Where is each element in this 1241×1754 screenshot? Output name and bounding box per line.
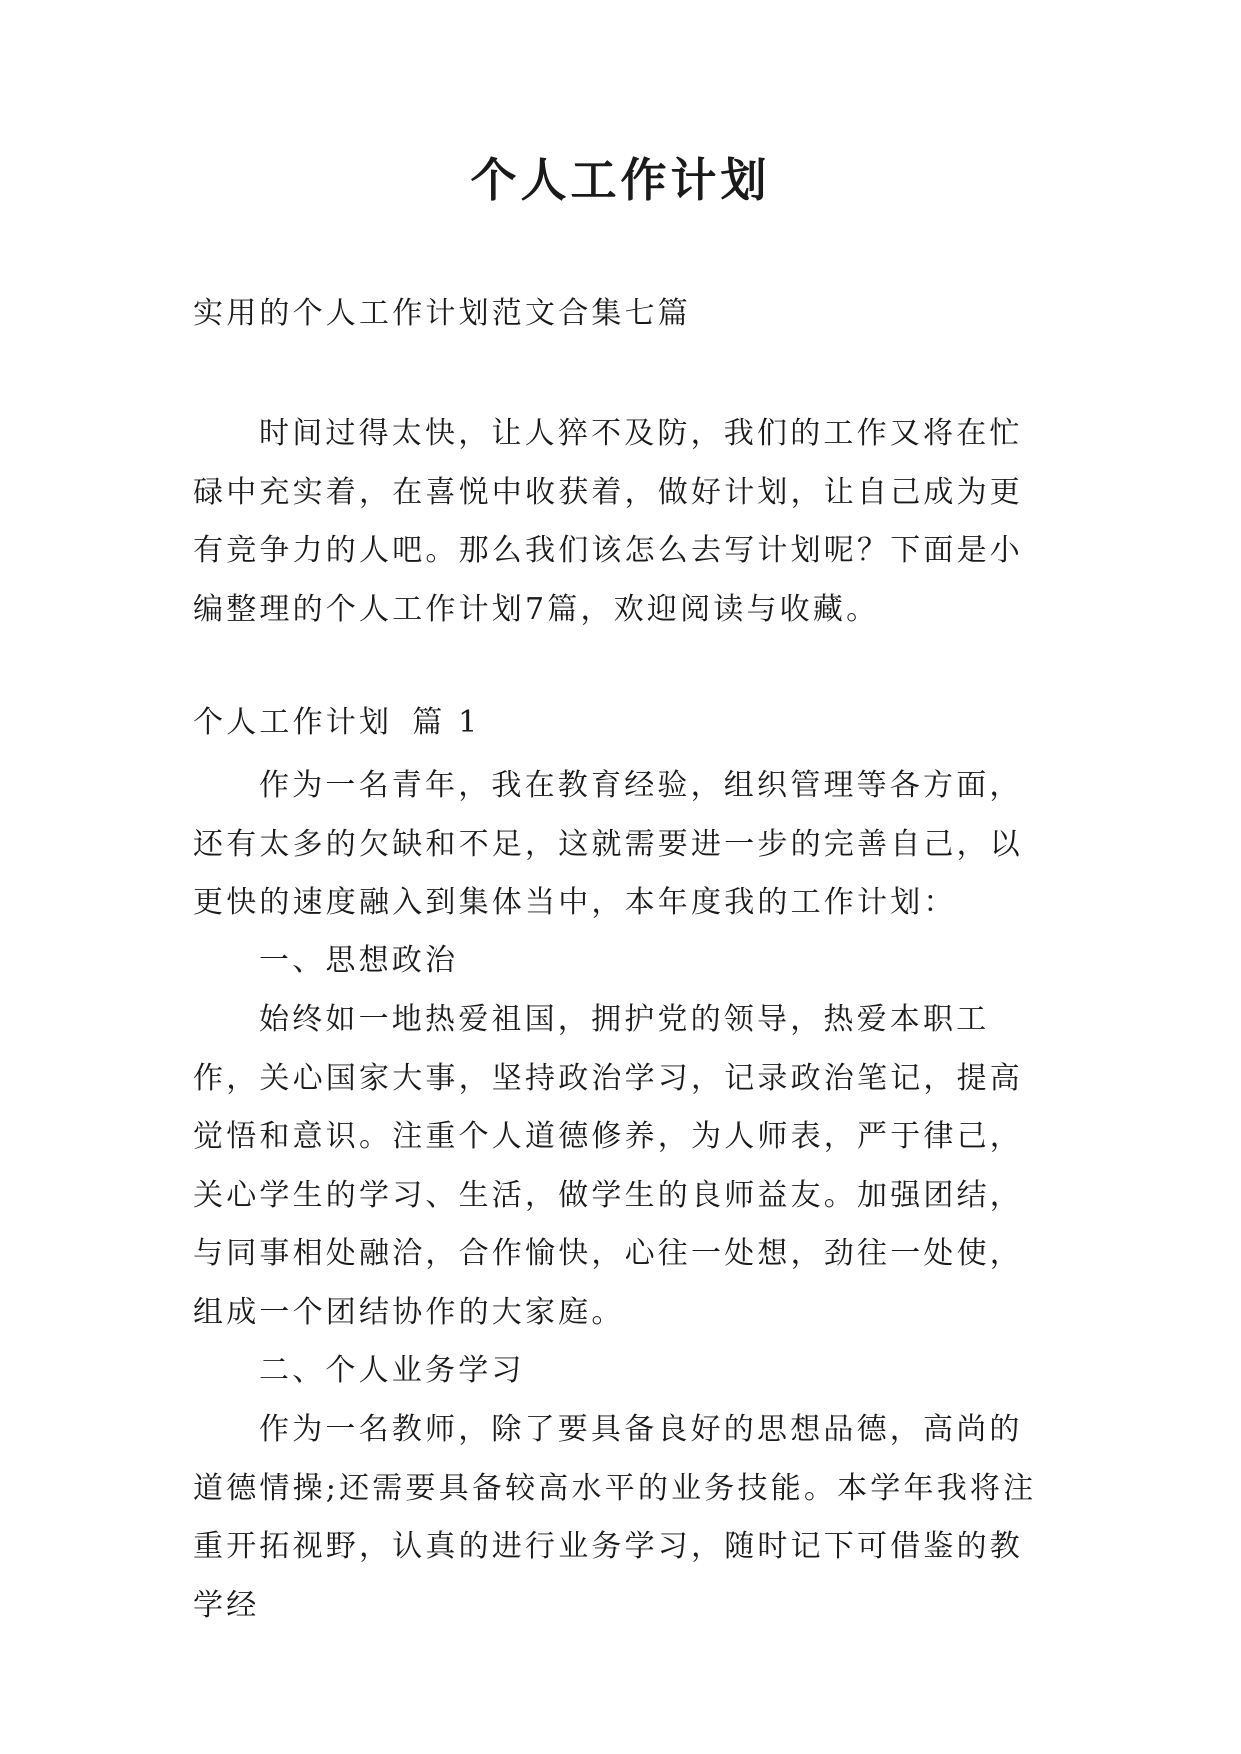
paragraph-2: 始终如一地热爱祖国，拥护党的领导，热爱本职工作，关心国家大事，坚持政治学习，记录政治笔记，提高觉悟和意识。注重个人道德修养，为人师表，严于律己，关心学生的学习、生活，做学生的良师益友。加强团结，与同事相处融洽，合作愉快，心往一处想，劲往一处使，组成一个团结协作的大家庭。 [193, 1002, 1023, 1330]
heading-1: 一、思想政治 [259, 943, 459, 978]
paragraph-1: 作为一名青年，我在教育经验，组织管理等各方面，还有太多的欠缺和不足，这就需要进一步的完善自己，以更快的速度融入到集体当中，本年度我的工作计划： [193, 768, 1023, 920]
section-name: 个人工作计划 [193, 705, 393, 740]
paragraph-3: 作为一名教师，除了要具备良好的思想品德，高尚的道德情操;还需要具备较高水平的业务技能。本学年我将注重开拓视野，认真的进行业务学习，随时记下可借鉴的教学经 [193, 1412, 1037, 1623]
intro-paragraph: 时间过得太快，让人猝不及防，我们的工作又将在忙碌中充实着，在喜悦中收获着，做好计划，让自己成为更有竞争力的人吧。那么我们该怎么去写计划呢？下面是小编整理的个人工作计划7篇，欢迎阅读与收藏。 [193, 416, 1023, 627]
section-number: 篇 1 [412, 705, 481, 740]
heading-2: 二、个人业务学习 [259, 1353, 525, 1388]
section-heading [193, 703, 480, 743]
document-title: 个人工作计划 [470, 153, 771, 207]
document-subtitle: 实用的个人工作计划范文合集七篇 [193, 296, 691, 331]
